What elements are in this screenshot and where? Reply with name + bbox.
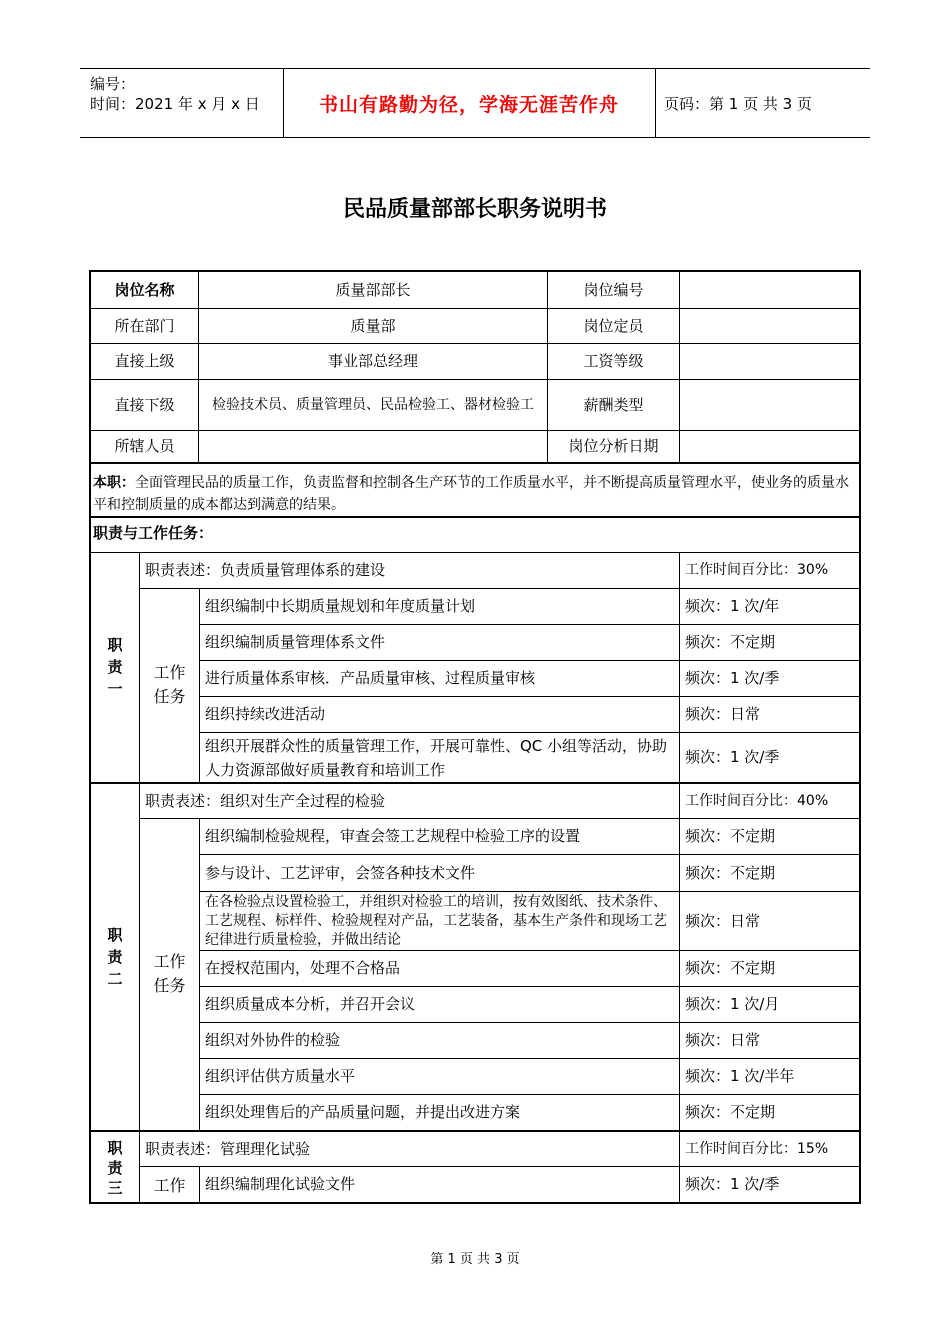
duty-3-percent: 工作时间百分比：15% xyxy=(685,1140,829,1157)
salary-grade-label: 工资等级 xyxy=(583,352,644,370)
duty-3-task-1: 组织编制理化试验文件 xyxy=(205,1175,356,1193)
duty-2-task-4: 在授权范围内，处理不合格品 xyxy=(205,959,401,977)
duty-2-freq-3: 频次：日常 xyxy=(685,911,761,930)
duty-2-task-5: 组织质量成本分析，并召开会议 xyxy=(205,995,416,1013)
document-header xyxy=(80,68,870,138)
duty-1-task-2: 组织编制质量管理体系文件 xyxy=(205,633,386,651)
department: 质量部 xyxy=(350,316,396,335)
duty-1-task-1: 组织编制中长期质量规划和年度质量计划 xyxy=(205,597,476,615)
position-code-label: 岗位编号 xyxy=(583,280,644,299)
duty-3-name: 职责三 xyxy=(107,1139,123,1197)
duty-2-freq-1: 频次：不定期 xyxy=(685,827,776,845)
duty-3-freq-1: 频次：1 次/季 xyxy=(685,1175,780,1193)
duty-2-freq-8: 频次：不定期 xyxy=(685,1103,776,1121)
duty-1-percent: 工作时间百分比：30% xyxy=(685,561,829,578)
duty-2-percent: 工作时间百分比：40% xyxy=(685,792,829,809)
header-motto-cell xyxy=(283,69,656,137)
page-label: 页码：第 1 页 共 3 页 xyxy=(664,94,812,113)
duty-1-task-5: 组织开展群众性的质量管理工作，开展可靠性、QC 小组等活动，协助人力资源部做好质量教育和培训工作 xyxy=(205,736,668,779)
duty-1-task-4: 组织持续改进活动 xyxy=(205,705,326,723)
duty-2-statement: 职责表述：组织对生产全过程的检验 xyxy=(145,791,386,810)
header-meta xyxy=(80,69,284,137)
position-name: 质量部部长 xyxy=(335,280,411,299)
staff-label: 所辖人员 xyxy=(114,437,175,455)
number-label: 编号： xyxy=(90,75,136,93)
duty-2-task-8: 组织处理售后的产品质量问题，并提出改进方案 xyxy=(205,1103,521,1121)
duty-2-freq-2: 频次：不定期 xyxy=(685,863,776,882)
duty-2-task-3: 在各检验点设置检验工，并组织对检验工的培训，按有效图纸、技术条件、工艺规程、标样件、检验规程对产品，工艺装备，基本生产条件和现场工艺纪律进行质量检验，并做出结论 xyxy=(205,893,667,948)
job-description-table xyxy=(89,270,861,1204)
duty-2-name: 职责二 xyxy=(107,926,123,988)
duty-1-name: 职责一 xyxy=(107,636,123,698)
duty-1-freq-3: 频次：1 次/季 xyxy=(685,669,780,687)
duty-2-task-7: 组织评估供方质量水平 xyxy=(205,1067,356,1085)
duty-2-freq-4: 频次：不定期 xyxy=(685,959,776,977)
analysis-date-label: 岗位分析日期 xyxy=(568,437,659,455)
duty-2-freq-6: 频次：日常 xyxy=(685,1031,761,1049)
motto: 书山有路勤为径，学海无涯苦作舟 xyxy=(318,93,619,116)
duty-1-task-3: 进行质量体系审核．产品质量审核、过程质量审核 xyxy=(205,669,536,687)
subordinate-label: 直接下级 xyxy=(114,395,175,414)
duty-3-statement: 职责表述：管理理化试验 xyxy=(145,1139,311,1158)
subordinate: 检验技术员、质量管理员、民品检验工、器材检验工 xyxy=(212,396,534,413)
duty-3-task-label: 工作 xyxy=(153,1176,186,1195)
page-footer: 第 1 页 共 3 页 xyxy=(430,1252,520,1267)
duty-2-task-6: 组织对外协件的检验 xyxy=(205,1031,341,1049)
duty-2-task-1: 组织编制检验规程，审查会签工艺规程中检验工序的设置 xyxy=(205,827,581,845)
summary-text: 全面管理民品的质量工作，负责监督和控制各生产环节的工作质量水平，并不断提高质量管理水平，使业务的质量水平和控制质量的成本都达到满意的结果。 xyxy=(93,475,849,513)
department-label: 所在部门 xyxy=(114,316,175,335)
duty-1-freq-1: 频次：1 次/年 xyxy=(685,597,780,615)
duty-1-task-label: 工作任务 xyxy=(153,663,186,706)
duty-2-freq-7: 频次：1 次/半年 xyxy=(685,1067,795,1085)
pay-type-label: 薪酬类型 xyxy=(583,395,644,414)
duty-1-freq-2: 频次：不定期 xyxy=(685,633,776,651)
superior: 事业部总经理 xyxy=(327,352,418,370)
superior-label: 直接上级 xyxy=(114,352,175,370)
duty-2-task-label: 工作任务 xyxy=(153,952,186,995)
headcount-label: 岗位定员 xyxy=(583,316,644,335)
position-name-label: 岗位名称 xyxy=(114,280,175,299)
duties-title: 职责与工作任务： xyxy=(93,524,214,542)
duty-2-freq-5: 频次：1 次/月 xyxy=(685,995,780,1013)
page-title: 民品质量部部长职务说明书 xyxy=(342,197,607,222)
summary-label: 本职： xyxy=(93,475,135,491)
summary xyxy=(93,472,859,516)
date-label: 时间：2021 年 x 月 x 日 xyxy=(90,95,260,113)
duty-1-freq-5: 频次：1 次/季 xyxy=(685,748,780,766)
duty-2-task-2: 参与设计、工艺评审，会签各种技术文件 xyxy=(205,863,476,882)
duty-1-freq-4: 频次：日常 xyxy=(685,705,761,723)
duty-1-statement: 职责表述：负责质量管理体系的建设 xyxy=(145,560,386,579)
